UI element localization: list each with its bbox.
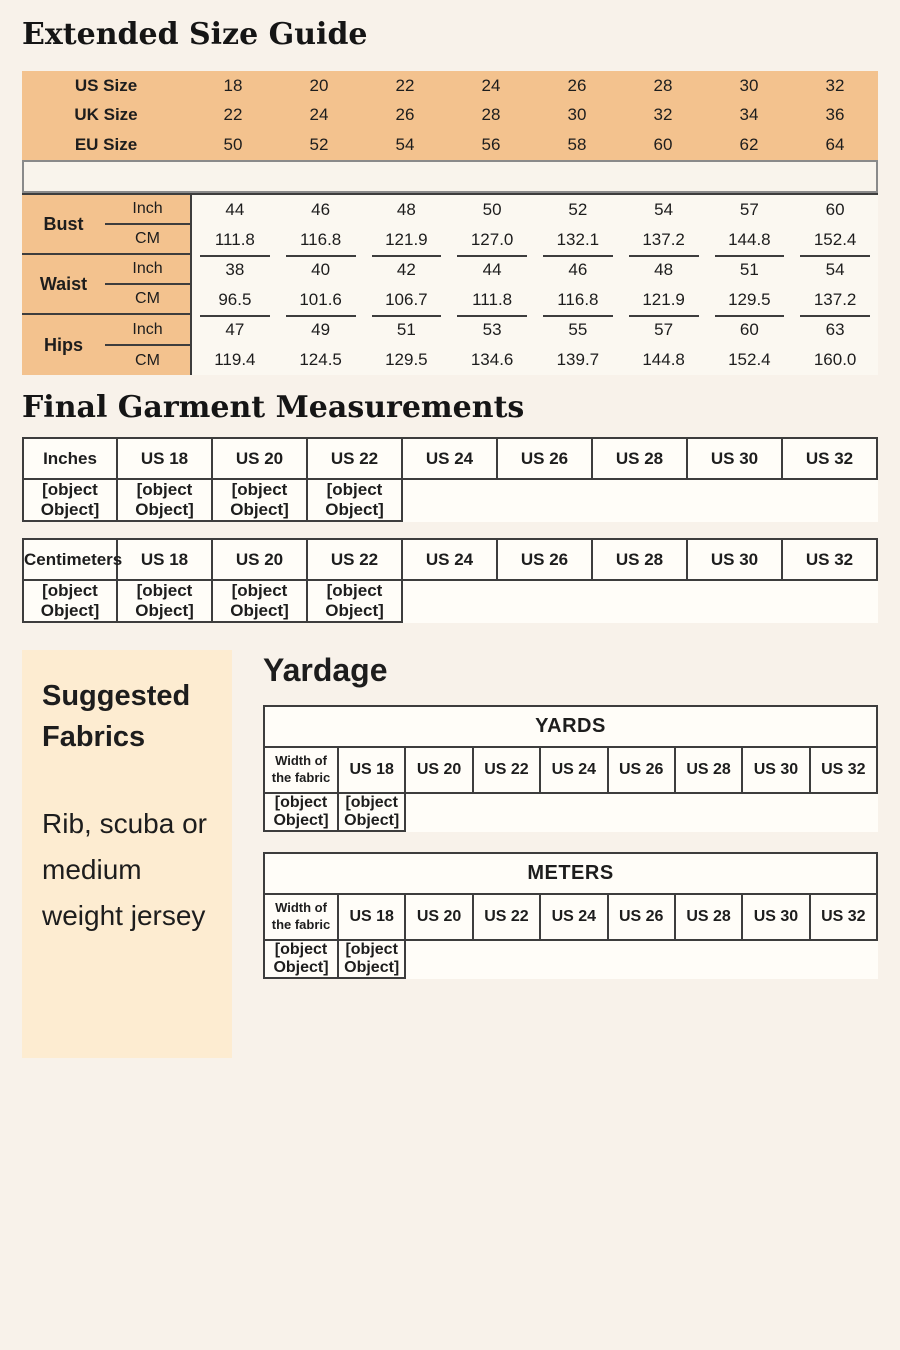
- size-conversion-value: 32: [653, 105, 673, 125]
- size-conversion-value: 30: [739, 75, 759, 95]
- size-conversion-row-label: EU Size: [74, 135, 138, 155]
- size-conversion-value: 28: [481, 105, 501, 125]
- cm-value: 152.4: [813, 230, 857, 249]
- measurement-data-row: [190, 315, 878, 375]
- yardage-tables-wrap: [263, 705, 878, 999]
- measurement-cell: [278, 195, 364, 255]
- measurement-cell: [278, 255, 364, 315]
- yardage-column-header: US 26: [608, 747, 675, 793]
- size-conversion-value: 30: [567, 105, 587, 125]
- cm-value: 119.4: [214, 350, 256, 369]
- measurement-cell: [621, 315, 707, 375]
- inch-value: 51: [739, 260, 759, 279]
- yardage-column-header: US 30: [742, 747, 809, 793]
- size-conversion-value: 20: [309, 75, 329, 95]
- measurement-cell: [364, 195, 450, 255]
- inch-value: 46: [568, 260, 588, 279]
- yardage-column-header: US 28: [675, 894, 742, 940]
- cm-value: 144.8: [728, 230, 771, 249]
- yardage-header-row: [264, 747, 877, 793]
- yardage-section: [263, 650, 878, 1058]
- measurement-cell: [449, 255, 535, 315]
- cm-value: 137.2: [813, 290, 857, 309]
- cm-value: 129.5: [728, 290, 771, 309]
- garment-column-header: US 28: [592, 438, 687, 479]
- garment-column-header: [object Object]: [23, 479, 117, 521]
- garment-column-header: US 20: [212, 539, 307, 580]
- garment-column-header: [object Object]: [307, 479, 402, 521]
- inch-value: 57: [654, 320, 674, 339]
- garment-unit-header: Inches: [23, 438, 117, 479]
- yardage-corner-header: Width of the fabric: [264, 747, 338, 793]
- unit-inch-label: Inch: [105, 195, 190, 225]
- measurement-section-label: Hips: [43, 334, 83, 355]
- yardage-column-header: US 18: [338, 747, 405, 793]
- yardage-column-header: US 20: [405, 894, 472, 940]
- unit-cm-label: CM: [135, 230, 160, 247]
- measurement-unit-labels: [105, 195, 190, 253]
- measurement-cell: [707, 255, 793, 315]
- measurement-section-label-block: [22, 255, 190, 315]
- measurement-cell: [707, 195, 793, 255]
- measurement-section: [22, 195, 878, 255]
- measurement-cell: [364, 255, 450, 315]
- garment-column-header: [object Object]: [117, 580, 212, 622]
- garment-column-header: US 32: [782, 438, 877, 479]
- measurement-cell: [792, 315, 878, 375]
- page-title-final-garment-measurements: Final Garment Measurements: [22, 390, 525, 425]
- table-gap: [263, 979, 878, 999]
- cm-value: 139.7: [556, 350, 600, 369]
- garment-column-header: US 32: [782, 539, 877, 580]
- size-conversion-value: 24: [481, 75, 501, 95]
- inch-value: 57: [739, 200, 759, 219]
- garment-table: [22, 437, 878, 522]
- measurement-section-label: Bust: [43, 213, 84, 234]
- yardage-column-header: [object Object]: [264, 940, 338, 978]
- yardage-table-title-row: [264, 706, 877, 747]
- size-conversion-row: [22, 130, 878, 160]
- yardage-column-header: US 26: [608, 894, 675, 940]
- table-gap: [22, 623, 878, 639]
- measurement-unit-labels: [105, 315, 190, 375]
- cm-value: 116.8: [557, 290, 599, 309]
- suggested-fabrics-panel: [22, 650, 232, 1058]
- fabrics-heading: Suggested Fabrics: [42, 680, 191, 753]
- measurement-cell: [792, 255, 878, 315]
- cm-value: 127.0: [470, 230, 514, 249]
- size-conversion-value: 52: [309, 135, 329, 155]
- table-gap: [263, 832, 878, 852]
- yardage-column-header: US 22: [473, 894, 540, 940]
- yardage-column-header: US 32: [810, 894, 877, 940]
- garment-table-block: [22, 538, 878, 639]
- cm-value: 132.1: [556, 230, 600, 249]
- measurement-cell: [707, 315, 793, 375]
- measurement-cell: [192, 195, 278, 255]
- size-conversion-value: 54: [395, 135, 415, 155]
- garment-header-row: [23, 539, 877, 580]
- yardage-table-block: [263, 705, 878, 852]
- garment-column-header: [object Object]: [117, 479, 212, 521]
- size-conversion-row-label: US Size: [74, 75, 138, 95]
- garment-column-header: US 28: [592, 539, 687, 580]
- inch-value: 47: [225, 320, 245, 339]
- cm-value: 96.5: [218, 290, 252, 309]
- yardage-column-header: US 24: [540, 894, 607, 940]
- cm-value: 129.5: [385, 350, 428, 369]
- yardage-column-header: US 20: [405, 747, 472, 793]
- garment-column-header: US 26: [497, 539, 592, 580]
- yardage-table-block: [263, 852, 878, 999]
- yardage-column-header: US 22: [473, 747, 540, 793]
- garment-column-header: US 22: [307, 539, 402, 580]
- measurement-cell: [792, 195, 878, 255]
- size-conversion-value: 26: [567, 75, 587, 95]
- garment-tables-wrap: [22, 437, 878, 639]
- cm-value: 152.4: [728, 350, 771, 369]
- inch-value: 49: [311, 320, 331, 339]
- size-conversion-value: 24: [309, 105, 329, 125]
- yardage-column-header: US 28: [675, 747, 742, 793]
- cm-value: 116.8: [299, 230, 342, 249]
- garment-column-header: US 18: [117, 539, 212, 580]
- measurement-cell: [364, 315, 450, 375]
- inch-value: 60: [739, 320, 759, 339]
- yardage-column-header: US 24: [540, 747, 607, 793]
- garment-column-header: US 26: [497, 438, 592, 479]
- measurement-cell: [192, 315, 278, 375]
- inch-value: 48: [396, 200, 416, 219]
- measurement-unit-labels: [105, 255, 190, 313]
- page-title-extended-size-guide: Extended Size Guide: [22, 17, 368, 52]
- size-conversion-value: 36: [825, 105, 845, 125]
- unit-inch-label: Inch: [105, 315, 190, 346]
- size-conversion-value: 18: [223, 75, 243, 95]
- garment-column-header: US 18: [117, 438, 212, 479]
- size-conversion-value: 28: [653, 75, 673, 95]
- inch-value: 53: [482, 320, 502, 339]
- size-conversion-row: [22, 101, 878, 131]
- cm-value: 144.8: [642, 350, 685, 369]
- size-conversion-value: 22: [223, 105, 243, 125]
- size-conversion-value: 26: [395, 105, 415, 125]
- body-measurements-table: [22, 193, 878, 375]
- garment-column-header: US 24: [402, 438, 497, 479]
- yardage-title: Yardage: [263, 652, 388, 688]
- measurement-cell: [535, 195, 621, 255]
- garment-column-header: US 30: [687, 539, 782, 580]
- size-conversion-row-label: UK Size: [74, 105, 138, 125]
- cm-value: 111.8: [472, 290, 513, 309]
- measurement-section: [22, 315, 878, 375]
- yardage-column-header: US 30: [742, 894, 809, 940]
- measurement-section-label-block: [22, 195, 190, 255]
- size-conversion-value: 64: [825, 135, 845, 155]
- yardage-corner-header: Width of the fabric: [264, 894, 338, 940]
- measurement-section: [22, 255, 878, 315]
- garment-table-block: [22, 437, 878, 538]
- inch-value: 40: [311, 260, 331, 279]
- inch-value: 46: [311, 200, 331, 219]
- size-conversion-value: 60: [653, 135, 673, 155]
- cm-value: 101.6: [299, 290, 342, 309]
- garment-column-header: [object Object]: [212, 580, 307, 622]
- garment-unit-header: Centimeters: [23, 539, 117, 580]
- inch-value: 52: [568, 200, 588, 219]
- bottom-section: [22, 650, 878, 1058]
- size-conversion-value: 62: [739, 135, 759, 155]
- yardage-table-title-row: [264, 853, 877, 894]
- measurement-cell: [192, 255, 278, 315]
- garment-column-header: US 24: [402, 539, 497, 580]
- size-conversion-value: 56: [481, 135, 501, 155]
- inch-value: 42: [396, 260, 416, 279]
- size-conversion-value: 58: [567, 135, 587, 155]
- measurement-cell: [535, 315, 621, 375]
- measurement-cell: [621, 255, 707, 315]
- yardage-column-header: [object Object]: [338, 940, 405, 978]
- yardage-column-header: [object Object]: [264, 793, 338, 831]
- garment-table: [22, 538, 878, 623]
- garment-column-header: US 22: [307, 438, 402, 479]
- measurement-cell: [621, 195, 707, 255]
- measurement-section-label: Waist: [39, 273, 88, 294]
- measurement-cell: [449, 315, 535, 375]
- unit-cm-label: CM: [135, 351, 160, 369]
- empty-spacer-row: [22, 160, 878, 193]
- inch-value: 63: [825, 320, 845, 339]
- size-conversion-value: 22: [395, 75, 415, 95]
- yardage-table-title: YARDS: [264, 706, 877, 747]
- cm-value: 111.8: [214, 230, 255, 249]
- yardage-column-header: US 18: [338, 894, 405, 940]
- measurement-cell: [278, 315, 364, 375]
- inch-value: 48: [654, 260, 674, 279]
- fabrics-text: Rib, scuba or medium weight jersey: [42, 808, 207, 931]
- measurement-section-label-block: [22, 315, 190, 375]
- measurement-data-row: [190, 255, 878, 315]
- cm-value: 134.6: [470, 350, 514, 369]
- cm-value: 160.0: [813, 350, 857, 369]
- yardage-column-header: [object Object]: [338, 793, 405, 831]
- garment-column-header: US 20: [212, 438, 307, 479]
- yardage-header-row: [264, 894, 877, 940]
- inch-value: 44: [482, 260, 502, 279]
- measurement-data-row: [190, 195, 878, 255]
- cm-value: 121.9: [385, 230, 428, 249]
- inch-value: 51: [396, 320, 416, 339]
- table-gap: [22, 522, 878, 538]
- size-conversion-table: [22, 71, 878, 160]
- garment-header-row: [23, 438, 877, 479]
- garment-column-header: [object Object]: [23, 580, 117, 622]
- unit-cm-label: CM: [135, 290, 160, 307]
- cm-value: 137.2: [642, 230, 685, 249]
- cm-value: 106.7: [385, 290, 428, 309]
- inch-value: 38: [225, 260, 245, 279]
- yardage-table-title: METERS: [264, 853, 877, 894]
- garment-column-header: US 30: [687, 438, 782, 479]
- garment-column-header: [object Object]: [212, 479, 307, 521]
- measurement-cell: [535, 255, 621, 315]
- inch-value: 54: [825, 260, 845, 279]
- yardage-table: [263, 852, 878, 979]
- size-conversion-value: 32: [825, 75, 845, 95]
- size-conversion-value: 50: [223, 135, 243, 155]
- measurement-cell: [449, 195, 535, 255]
- size-conversion-row: [22, 71, 878, 101]
- inch-value: 44: [225, 200, 245, 219]
- yardage-column-header: US 32: [810, 747, 877, 793]
- inch-value: 50: [482, 200, 502, 219]
- unit-inch-label: Inch: [105, 255, 190, 285]
- inch-value: 55: [568, 320, 588, 339]
- yardage-table: [263, 705, 878, 832]
- inch-value: 54: [654, 200, 674, 219]
- size-conversion-value: 34: [739, 105, 759, 125]
- inch-value: 60: [825, 200, 845, 219]
- cm-value: 121.9: [642, 290, 685, 309]
- garment-column-header: [object Object]: [307, 580, 402, 622]
- cm-value: 124.5: [299, 350, 342, 369]
